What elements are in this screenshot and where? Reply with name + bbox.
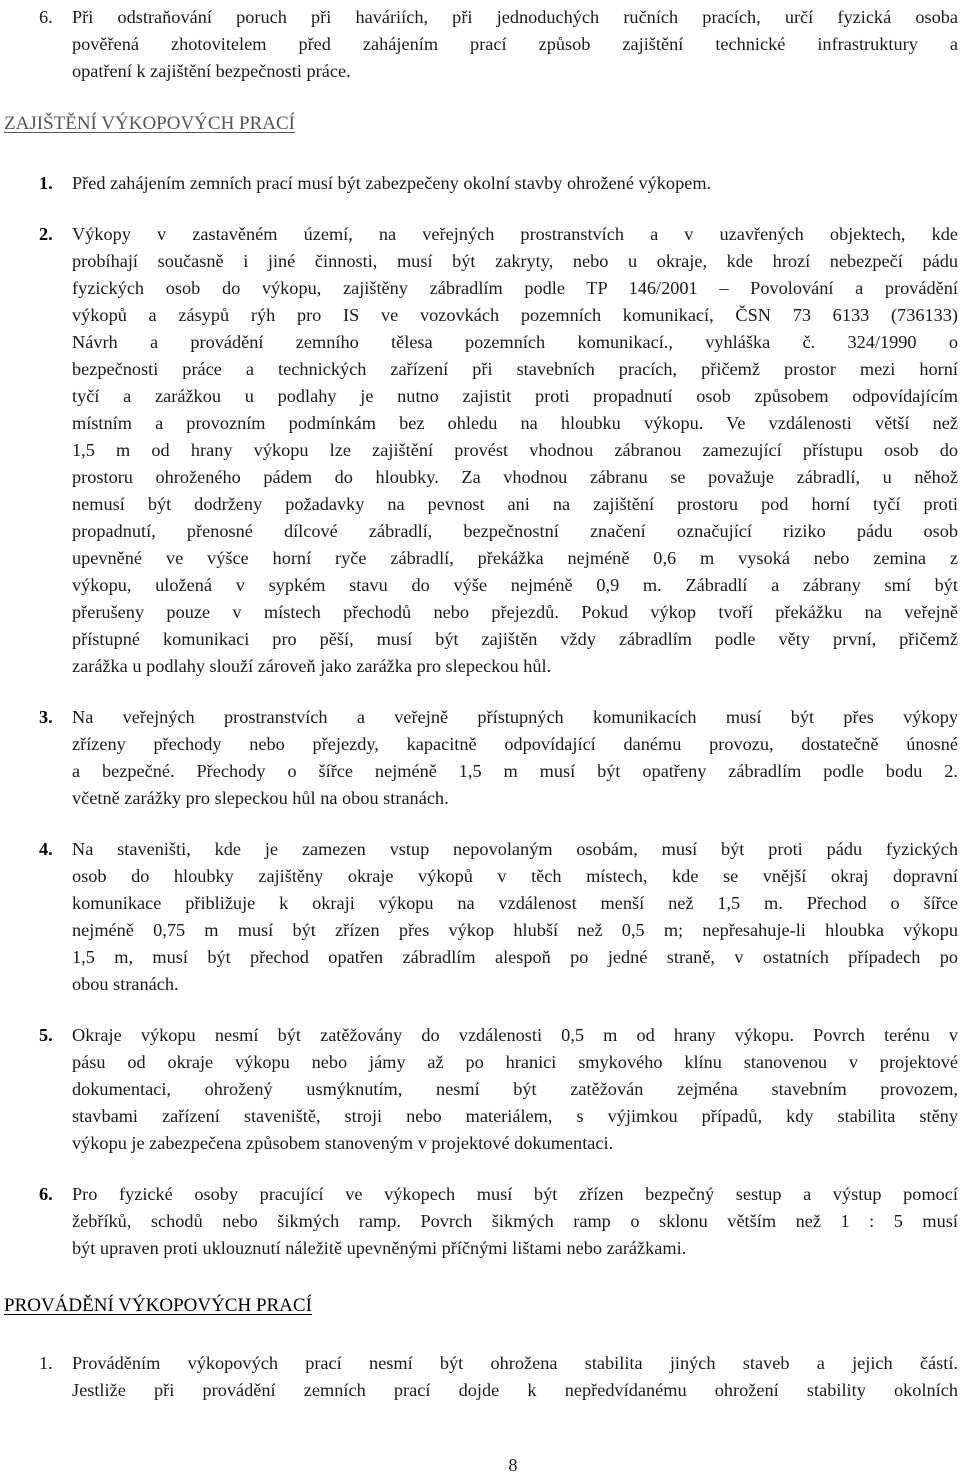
text-line: žebříků, schodů nebo šikmých ramp. Povrch šikmých ramp o sklonu větším než 1 : 5 musí <box>72 1211 958 1231</box>
text-line: Na veřejných prostranstvích a veřejně přístupných komunikacích musí být přes výkopy <box>72 707 958 727</box>
text-line: komunikace přibližuje k okraji výkopu na vzdálenost menší než 1,5 m. Přechod o šířce <box>72 893 958 913</box>
list-item <box>0 1181 958 1262</box>
list-item-number: 6. <box>39 1184 53 1204</box>
list-item-number: 6. <box>39 7 53 27</box>
text-line: probíhají současně i jiné činnosti, musí být zakryty, nebo u okraje, kde hrozí nebezpečí pádu <box>72 251 958 271</box>
list-item-text <box>72 836 958 998</box>
text-line: stavbami zařízení staveniště, stroji nebo materiálem, s výjimkou případů, kdy stabilita stěny <box>72 1106 958 1126</box>
text-line: nejméně 0,75 m musí být zřízen přes výkop hlubší než 0,5 m; nepřesahuje-li hloubka výkopu <box>72 920 958 940</box>
list-item-text <box>72 170 958 197</box>
list-item <box>0 704 958 812</box>
text-line: Při odstraňování poruch při haváriích, při jednoduchých ručních pracích, určí fyzická osoba <box>72 7 958 27</box>
text-line: prostoru ohroženého pádem do hloubky. Za vhodnou zábranu se považuje zábradlí, u něhož <box>72 467 958 487</box>
list-item <box>0 221 958 680</box>
list-item <box>0 170 958 197</box>
text-line: obou stranách. <box>72 974 179 994</box>
text-line: Na staveništi, kde je zamezen vstup nepovolaným osobám, musí být proti pádu fyzických <box>72 839 958 859</box>
text-line: osob do hloubky zajištěny okraje výkopů v těch místech, kde se vnější okraj dopravní <box>72 866 958 886</box>
section-heading-zajisteni: ZAJIŠTĚNÍ VÝKOPOVÝCH PRACÍ <box>4 113 296 134</box>
text-line: Prováděním výkopových prací nesmí být ohrožena stabilita jiných staveb a jejich částí. <box>72 1353 958 1373</box>
list-item <box>0 4 958 85</box>
text-line: upevněné ve výšce horní ryče zábradlí, překážka nejméně 0,6 m vysoká nebo zemina z <box>72 548 958 568</box>
list-item-number: 4. <box>39 839 53 859</box>
text-line: výkopu je zabezpečena způsobem stanoveným v projektové dokumentaci. <box>72 1133 614 1153</box>
list-item-text <box>72 221 958 680</box>
text-line: výkopu, uložená v sypkém stavu do výše nejméně 0,9 m. Zábradlí a zábrany smí být <box>72 575 958 595</box>
text-line: nemusí být dodrženy požadavky na pevnost ani na zajištění prostoru pod horní tyčí proti <box>72 494 958 514</box>
list-item-text <box>72 704 958 812</box>
page-number: 8 <box>508 1455 518 1475</box>
text-line: zřízeny přechody nebo přejezdy, kapacitně odpovídající danému provozu, dostatečně únosné <box>72 734 958 754</box>
list-item-text <box>72 4 958 85</box>
text-line: výkopů a zásypů rýh pro IS ve vozovkách pozemních komunikací, ČSN 73 6133 (736133) <box>72 305 958 325</box>
text-line: tyčí a zarážkou u podlahy je nutno zajistit proti propadnutí osob způsobem odpovídajícím <box>72 386 958 406</box>
list-item <box>0 1022 958 1157</box>
text-line: být upraven proti uklouznutí náležitě upevněnými příčnými lištami nebo zarážkami. <box>72 1238 687 1258</box>
text-line: pověřená zhotovitelem před zahájením prací způsob zajištění technické infrastruktury a <box>72 34 958 54</box>
text-line: pásu od okraje výkopu nebo jámy až po hranici smykového klínu stanovenou v projektové <box>72 1052 958 1072</box>
text-line: přerušeny pouze v místech přechodů nebo přejezdů. Pokud výkop tvoří překážku na veřejně <box>72 602 958 622</box>
text-line: Okraje výkopu nesmí být zatěžovány do vzdálenosti 0,5 m od hrany výkopu. Povrch terénu v <box>72 1025 958 1045</box>
text-line: propadnutí, přenosné dílcové zábradlí, bezpečnostní značení označující riziko pádu osob <box>72 521 958 541</box>
text-line: Výkopy v zastavěném území, na veřejných prostranstvích a v uzavřených objektech, kde <box>72 224 958 244</box>
text-line: 1,5 m, musí být přechod opatřen zábradlím alespoň po jedné straně, v ostatních případech po <box>72 947 958 967</box>
list-item-number: 1. <box>39 1353 53 1373</box>
list-item-number: 2. <box>39 224 53 244</box>
text-line: dokumentaci, ohrožený usmýknutím, nesmí být zatěžován zejména stavebním provozem, <box>72 1079 958 1099</box>
text-line: fyzických osob do výkopu, zajištěny zábradlím podle TP 146/2001 – Povolování a provádění <box>72 278 958 298</box>
text-line: bezpečnosti práce a technických zařízení při stavebních pracích, přičemž prostor mezi horní <box>72 359 958 379</box>
list-item-text <box>72 1181 958 1262</box>
text-line: Pro fyzické osoby pracující ve výkopech musí být zřízen bezpečný sestup a výstup pomocí <box>72 1184 958 1204</box>
list-item-number: 1. <box>39 173 53 193</box>
list-item <box>0 836 958 998</box>
text-line: a bezpečné. Přechody o šířce nejméně 1,5 m musí být opatřeny zábradlím podle bodu 2. <box>72 761 958 781</box>
text-line: včetně zarážky pro slepeckou hůl na obou stranách. <box>72 788 449 808</box>
text-line: zarážka u podlahy slouží zároveň jako zarážka pro slepeckou hůl. <box>72 656 552 676</box>
text-line: Před zahájením zemních prací musí být zabezpečeny okolní stavby ohrožené výkopem. <box>72 173 712 193</box>
list-item-text <box>72 1350 958 1404</box>
list-item <box>0 1350 958 1404</box>
list-item-text <box>72 1022 958 1157</box>
text-line: Návrh a provádění zemního tělesa pozemních komunikací., vyhláška č. 324/1990 o <box>72 332 958 352</box>
text-line: 1,5 m od hrany výkopu lze zajištění provést vhodnou zábranou zamezující přístupu osob do <box>72 440 958 460</box>
list-item-number: 3. <box>39 707 53 727</box>
text-line: místním a provozním podmínkám bez ohledu na hloubku výkopu. Ve vzdálenosti větší než <box>72 413 958 433</box>
section-heading-provadeni: PROVÁDĚNÍ VÝKOPOVÝCH PRACÍ <box>4 1295 312 1316</box>
text-line: přístupné komunikaci pro pěší, musí být zajištěn vždy zábradlím podle věty první, přičemž <box>72 629 958 649</box>
text-line: Jestliže při provádění zemních prací dojde k nepředvídanému ohrožení stability okolních <box>72 1380 958 1400</box>
list-item-number: 5. <box>39 1025 53 1045</box>
text-line: opatření k zajištění bezpečnosti práce. <box>72 61 351 81</box>
